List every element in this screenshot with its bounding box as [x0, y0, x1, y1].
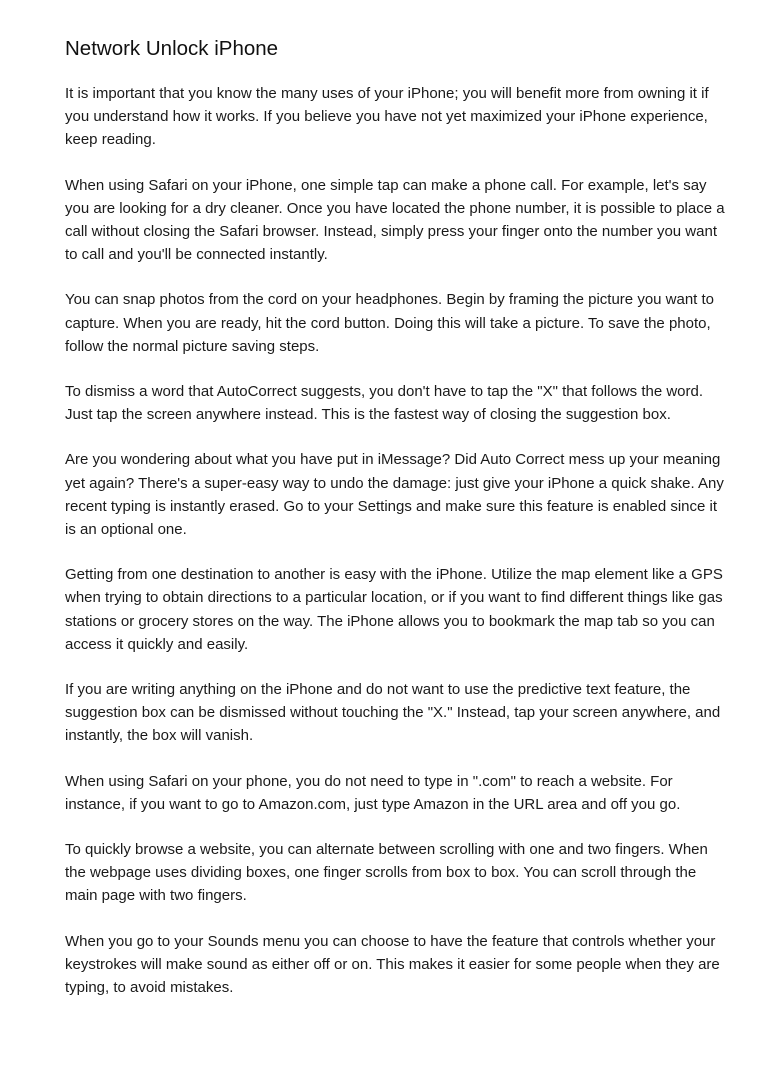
paragraph-5: Are you wondering about what you have put in iMessage? Did Auto Correct mess up your meaning yet again? There's a super-easy way to undo the damage: just give your iPhone a quick shake. Any recent typing is instantly erased. Go to your Settings and make sure this feature is enabled since it is an optional one.: [65, 451, 724, 539]
paragraph-9: To quickly browse a website, you can alternate between scrolling with one and two fingers. When the webpage uses dividing boxes, one finger scrolls from box to box. You can scroll through the main page with two fingers.: [65, 841, 708, 905]
paragraph-3: You can snap photos from the cord on your headphones. Begin by framing the picture you want to capture. When you are ready, hit the cord button. Doing this will take a picture. To save the photo, follow the normal picture saving steps.: [65, 291, 715, 355]
document-page: [65, 36, 725, 1021]
paragraph-2: When using Safari on your iPhone, one simple tap can make a phone call. For example, let's say you are looking for a dry cleaner. Once you have located the phone number, it is possible to place a call without closing the Safari browser. Instead, simply press your finger onto the number you want to call and you'll be connected instantly.: [65, 176, 725, 264]
paragraph-1: It is important that you know the many uses of your iPhone; you will benefit more from owning it if you understand how it works. If you believe you have not yet maximized your iPhone experience, keep reading.: [65, 85, 709, 149]
paragraph-6: Getting from one destination to another is easy with the iPhone. Utilize the map element like a GPS when trying to obtain directions to a particular location, or if you want to find different things like gas stations or grocery stores on the way. The iPhone allows you to bookmark the map tab so you can access it quickly and easily.: [65, 566, 723, 653]
paragraph-4: To dismiss a word that AutoCorrect suggests, you don't have to tap the "X" that follows the word. Just tap the screen anywhere instead. This is the fastest way of closing the suggestion box.: [65, 383, 704, 424]
page-title: Network Unlock iPhone: [65, 37, 279, 60]
paragraph-10: When you go to your Sounds menu you can choose to have the feature that controls whether your keystrokes will make sound as either off or on. This makes it easier for some people when they are typing, to avoid mistakes.: [65, 932, 720, 997]
paragraph-8: When using Safari on your phone, you do not need to type in ".com" to reach a website. For instance, if you want to go to Amazon.com, just type Amazon in the URL area and off you go.: [65, 772, 681, 813]
paragraph-7: If you are writing anything on the iPhone and do not want to use the predictive text feature, the suggestion box can be dismissed without touching the "X." Instead, tap your screen anywhere, and instantly, the box will vanish.: [65, 681, 721, 745]
